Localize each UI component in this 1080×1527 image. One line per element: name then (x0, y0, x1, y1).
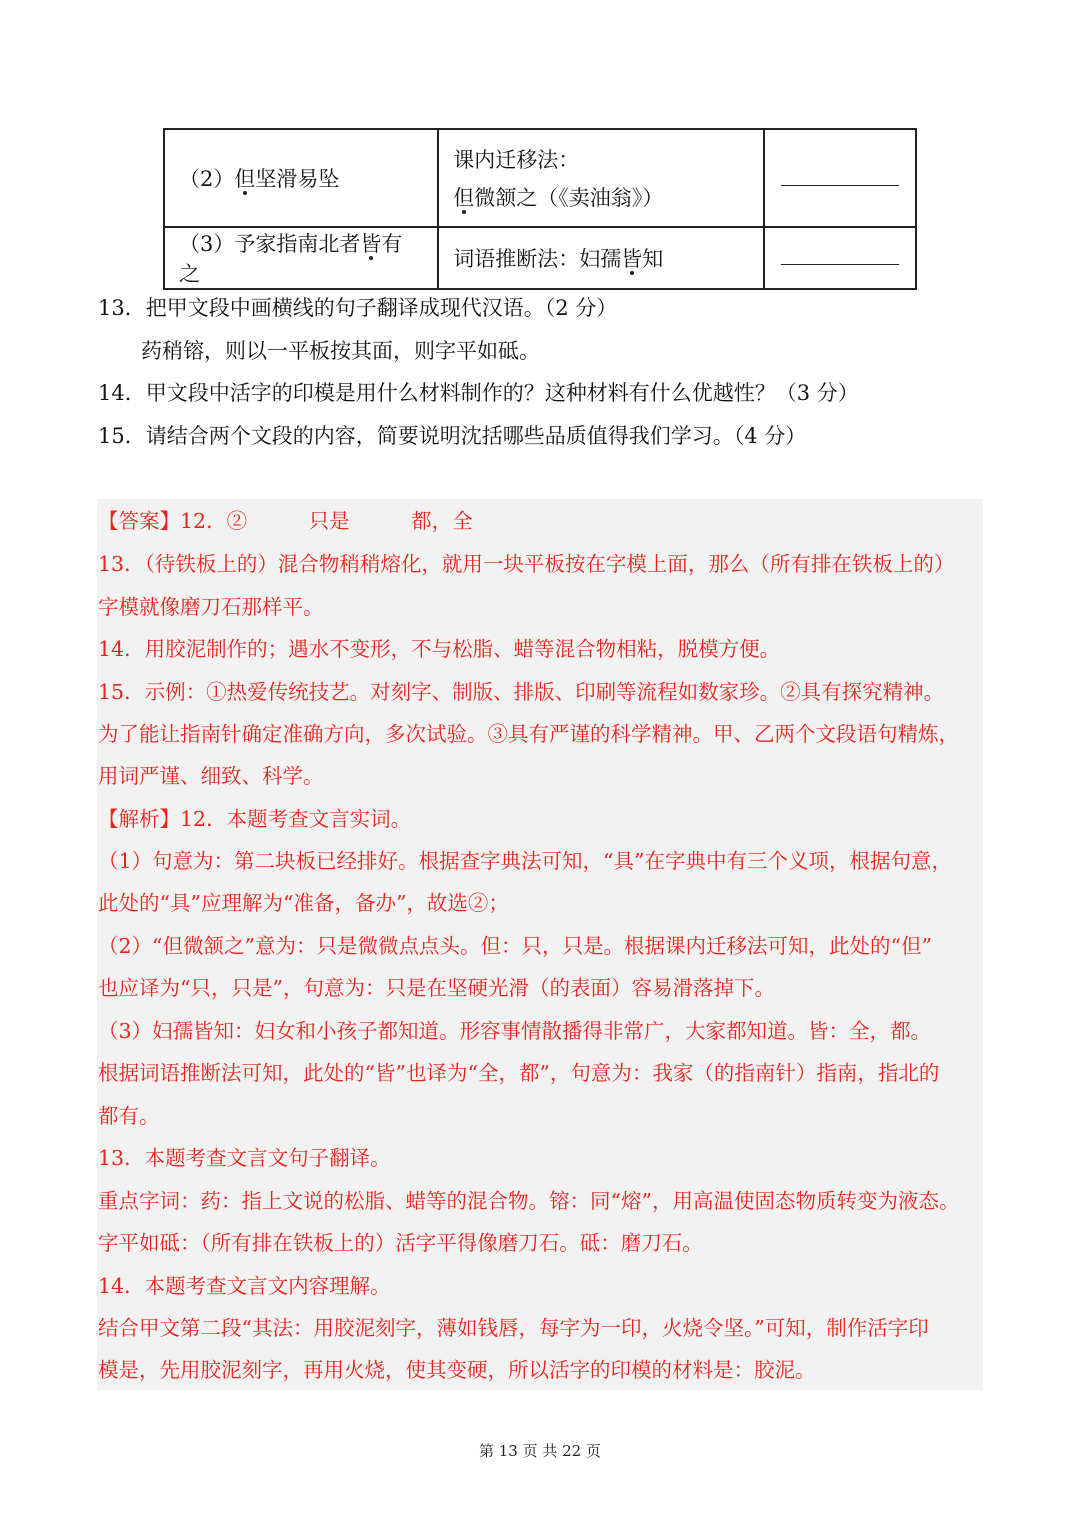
cell-text: 坚滑易坠 (255, 167, 340, 191)
emphasis-char: 但 (234, 167, 256, 191)
cell-text: 词语推断法：妇孺 (453, 247, 622, 271)
cell-text: 知 (642, 247, 664, 271)
answer-line: 13．本题考查文言文句子翻译。 (98, 1146, 391, 1170)
answer-line: 13．（待铁板上的）混合物稍稍熔化，就用一块平板按在字模上面，那么（所有排在铁板上的） (98, 552, 955, 576)
answer-line: 根据词语推断法可知，此处的“皆”也译为“全，都”，句意为：我家（的指南针）指南，指北的 (98, 1061, 940, 1085)
answer-blank-line (781, 185, 899, 186)
answer-blank-cell (764, 227, 916, 289)
answer-line: 14．本题考查文言文内容理解。 (98, 1274, 391, 1298)
table-cell (438, 227, 764, 289)
cell-text: 有之 (179, 232, 403, 286)
emphasis-char: 皆 (621, 247, 643, 271)
answer-line: （2）“但微颔之”意为：只是微微点点头。但：只，只是。根据课内迁移法可知，此处的“但” (98, 934, 932, 958)
cell-text: 课内迁移法： (453, 148, 580, 172)
answer-line: 【解析】12．本题考查文言实词。 (98, 807, 412, 831)
table-cell (164, 129, 438, 227)
table-cell (438, 129, 764, 227)
page-footer: 第 13 页 共 22 页 (478, 1442, 601, 1460)
answer-line: （1）句意为：第二块板已经排好。根据查字典法可知，“具”在字典中有三个义项，根据句意， (98, 849, 953, 873)
answer-blank-line (781, 264, 899, 265)
question-13: 13．把甲文段中画横线的句子翻译成现代汉语。（2 分） (98, 296, 618, 320)
answer-line: 15．示例：①热爱传统技艺。对刻字、制版、排版、印刷等流程如数家珍。②具有探究精神。 (98, 680, 945, 704)
cell-text: （3）予家指南北者 (179, 232, 361, 256)
answer-line: 14．用胶泥制作的；遇水不变形，不与松脂、蜡等混合物相粘，脱模方便。 (98, 637, 781, 661)
cell-text: （2） (179, 167, 235, 191)
answer-line: 模是，先用胶泥刻字，再用火烧，使其变硬，所以活字的印模的材料是：胶泥。 (98, 1358, 816, 1382)
exercise-table (163, 128, 917, 290)
answer-line: 此处的“具”应理解为“准备，备办”，故选②； (98, 891, 509, 915)
answer-line: 为了能让指南针确定准确方向，多次试验。③具有严谨的科学精神。甲、乙两个文段语句精炼， (98, 722, 959, 746)
answer-blank-cell (764, 129, 916, 227)
answer-line: 字模就像磨刀石那样平。 (98, 595, 324, 619)
cell-text: 微颔之（《卖油翁》） (474, 186, 664, 210)
answer-line: （3）妇孺皆知：妇女和小孩子都知道。形容事情散播得非常广，大家都知道。皆：全，都。 (98, 1019, 932, 1043)
answer-line: 重点字词：药：指上文说的松脂、蜡等的混合物。镕：同“熔”，用高温使固态物质转变为液态。 (98, 1189, 960, 1213)
table-row (164, 227, 916, 289)
emphasis-char: 皆 (360, 232, 382, 256)
table-row (164, 129, 916, 227)
emphasis-char: 但 (453, 186, 475, 210)
answer-line: 字平如砥：（所有排在铁板上的）活字平得像磨刀石。砥：磨刀石。 (98, 1231, 703, 1255)
question-13-sentence: 药稍镕，则以一平板按其面，则字平如砥。 (141, 339, 540, 363)
answer-line: 结合甲文第二段“其法：用胶泥刻字，薄如钱唇，每字为一印，火烧令坚。”可知，制作活字印 (98, 1316, 929, 1340)
question-15: 15．请结合两个文段的内容，简要说明沈括哪些品质值得我们学习。（4 分） (98, 424, 807, 448)
answer-line: 也应译为“只，只是”，句意为：只是在坚硬光滑（的表面）容易滑落掉下。 (98, 976, 775, 1000)
question-14: 14．甲文段中活字的印模是用什么材料制作的？这种材料有什么优越性？（3 分） (98, 381, 859, 405)
answer-line: 都有。 (98, 1104, 160, 1128)
table-cell (164, 227, 438, 289)
answer-line: 【答案】12．② 只是 都，全 (98, 509, 473, 533)
answer-line: 用词严谨、细致、科学。 (98, 764, 324, 788)
